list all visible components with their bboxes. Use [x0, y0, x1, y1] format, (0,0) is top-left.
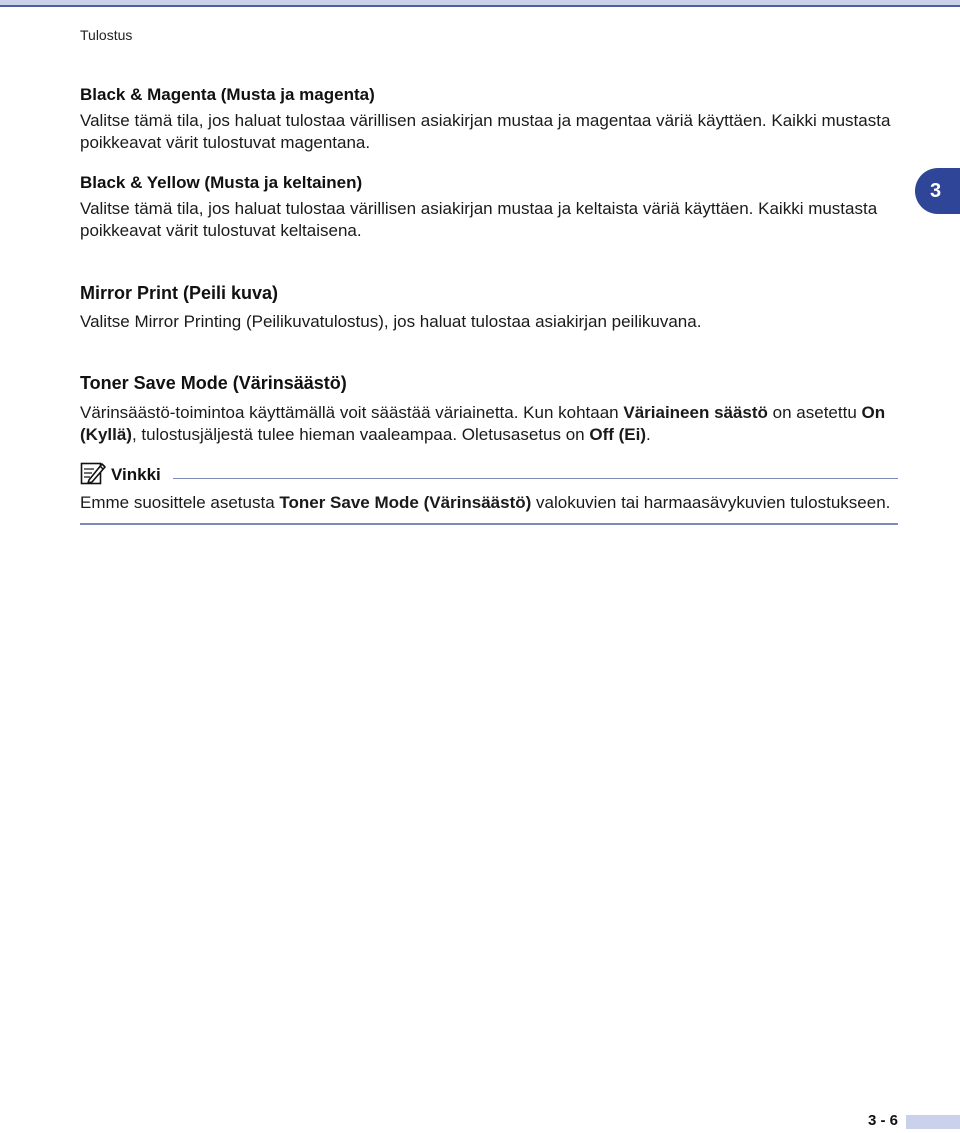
section-body: Valitse tämä tila, jos haluat tulostaa värillisen asiakirjan mustaa ja magentaa väriä käyttäen. Kaikki mustasta poikkeavat värit tulostuvat magentana.: [80, 111, 891, 152]
section-body: Valitse Mirror Printing (Peilikuvatulostus), jos haluat tulostaa asiakirjan peilikuvana.: [80, 312, 702, 331]
note-title: Vinkki: [111, 465, 161, 484]
section-heading: Toner Save Mode (Värinsäästö): [80, 373, 347, 393]
section-heading: Black & Yellow (Musta ja keltainen): [80, 173, 363, 192]
note-bottom-rule: [80, 523, 898, 525]
note-pencil-icon: [80, 460, 106, 486]
section-heading: Black & Magenta (Musta ja magenta): [80, 85, 375, 104]
note-text: [80, 492, 898, 514]
section-black-magenta: [80, 84, 900, 154]
text-run: .: [646, 425, 651, 444]
section-body: [80, 402, 900, 446]
section-mirror-print: [80, 282, 900, 333]
section-heading: Mirror Print (Peili kuva): [80, 283, 279, 303]
setting-name: Toner Save Mode (Värinsäästö): [279, 493, 532, 512]
text-run: Värinsäästö-toimintoa käyttämällä voit säästää väriainetta. Kun kohtaan: [80, 403, 624, 422]
section-body: Valitse tämä tila, jos haluat tulostaa värillisen asiakirjan mustaa ja keltaista väriä käyttäen. Kaikki mustasta poikkeavat värit tulostuvat keltaisena.: [80, 199, 878, 240]
section-toner-save: [80, 372, 900, 446]
note-box: [80, 460, 898, 514]
chapter-tab: 3: [915, 168, 960, 214]
top-rule: [0, 0, 960, 7]
setting-name: Väriaineen säästö: [623, 403, 768, 422]
setting-value-off: Off (Ei): [589, 425, 647, 444]
page-tab: [906, 1115, 960, 1129]
text-run: , tulostusjäljestä tulee hieman vaaleampaa. Oletusasetus on: [131, 425, 590, 444]
setting-value-on: On (Kyllä): [80, 403, 886, 444]
section-black-yellow: [80, 172, 900, 242]
text-run: valokuvien tai harmaasävykuvien tulostukseen.: [531, 493, 891, 512]
text-run: Emme suosittele asetusta: [80, 493, 280, 512]
note-divider: [173, 478, 898, 479]
running-header: Tulostus: [80, 27, 133, 43]
note-header: [80, 460, 898, 488]
page-number: 3 - 6: [868, 1112, 899, 1129]
text-run: on asetettu: [767, 403, 862, 422]
